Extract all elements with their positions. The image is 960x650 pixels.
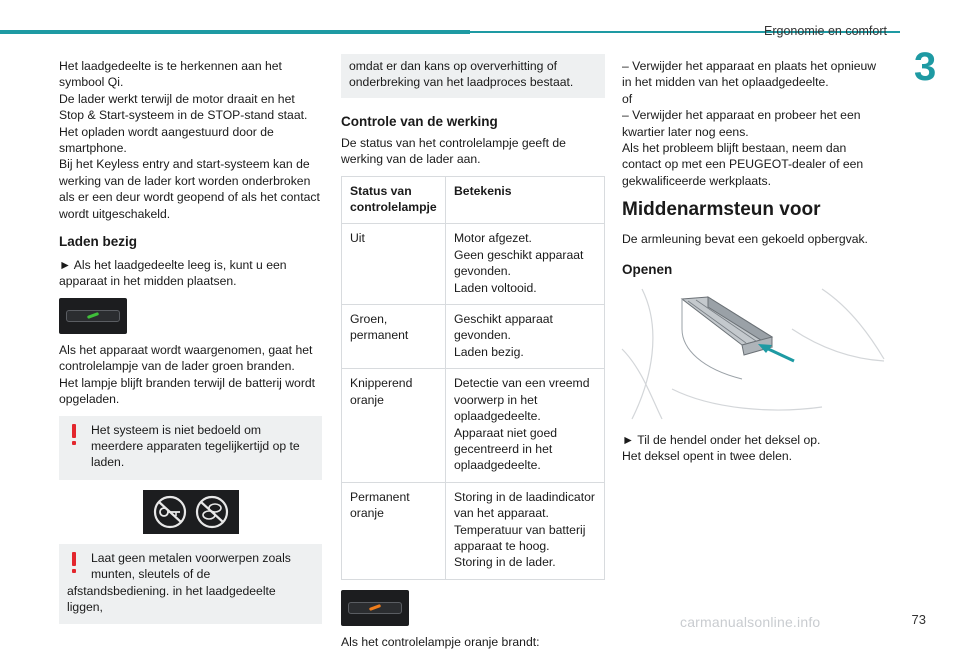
intro-line: Het laadgedeelte is te herkennen aan het symbool Qi.: [59, 59, 282, 90]
warning-text: munten, sleutels of de afstandsbediening. in het laadgedeelte liggen,: [67, 567, 276, 614]
heading-middenarmsteun: Middenarmsteun voor: [622, 199, 821, 221]
warning-text-first: Het systeem is niet bedoeld om: [91, 422, 262, 437]
intro-line: De lader werkt terwijl de motor draait en het Stop & Start-systeem in de STOP-stand staat.: [59, 91, 308, 123]
meaning-line: Motor afgezet.: [454, 231, 532, 246]
heading-laden-bezig: Laden bezig: [59, 234, 138, 250]
heading-controle: Controle van de werking: [341, 113, 498, 129]
status-cell: Permanent oranje: [342, 482, 446, 579]
chapter-number: 3: [914, 45, 937, 89]
warning-text: meerdere apparaten tegelijkertijd op te laden.: [91, 438, 300, 470]
column-2: [341, 54, 605, 650]
openen-step: ► Til de hendel onder het deksel op.: [622, 432, 821, 447]
step-place-device: ► Als het laadgedeelte leeg is, kunt u een apparaat in het midden plaatsen.: [59, 258, 287, 289]
no-coins-icon: [194, 494, 230, 530]
intro-line: Het opladen wordt aangestuurd door de smartphone.: [59, 124, 274, 156]
chapter-tab: [900, 44, 960, 90]
meaning-cell: [446, 224, 605, 305]
meaning-line: Storing in de laadindicator van het apparaat.: [454, 489, 595, 521]
step-line: Als het probleem blijft bestaan, neem dan contact op met een PEUGEOT-dealer of een gekwalificeerde werkplaats.: [622, 141, 864, 188]
no-metal-objects-image: [143, 490, 239, 534]
after-image-line: Als het apparaat wordt waargenomen, gaat het controlelampje van de lader groen branden.: [59, 342, 313, 374]
openen-result: Het deksel opent in twee delen.: [622, 449, 793, 464]
warning-exclamation-icon: [72, 552, 77, 574]
table-header-meaning: Betekenis: [446, 176, 605, 224]
table-header-status: Status van controlelampje: [342, 176, 446, 224]
meaning-cell: [446, 482, 605, 579]
meaning-cell: [446, 369, 605, 482]
meaning-line: Temperatuur van batterij apparaat te hoog.: [454, 522, 586, 553]
step-line: – Verwijder het apparaat en probeer het een kwartier later nog eens.: [622, 108, 861, 139]
orange-text: Als het controlelampje oranje brandt:: [341, 634, 540, 649]
table-header-row: [342, 176, 605, 224]
table-row: [342, 305, 605, 369]
header-accent-bar: [0, 30, 470, 34]
meaning-line: Storing in de lader.: [454, 555, 556, 570]
section-title: Ergonomie en comfort: [764, 24, 887, 38]
table-row: [342, 482, 605, 579]
status-cell: Uit: [342, 224, 446, 305]
table-row: [342, 369, 605, 482]
no-keys-icon: [152, 494, 188, 530]
watermark: carmanualsonline.info: [680, 614, 821, 630]
armsteun-text: De armleuning bevat een gekoeld opbergvak.: [622, 232, 868, 247]
page-number: 73: [911, 612, 926, 627]
meaning-line: Laden bezig.: [454, 344, 524, 359]
status-cell: Knipperend oranje: [342, 369, 446, 482]
warning-box-multiple-devices: [59, 416, 322, 480]
warning-text-first: Laat geen metalen voorwerpen zoals: [91, 550, 291, 565]
column-3: [622, 58, 884, 464]
charger-indicator-orange-image: [341, 590, 409, 626]
step-line: of: [622, 91, 633, 106]
meaning-line: Apparaat niet goed gecentreerd in het oplaadgedeelte.: [454, 425, 557, 473]
armrest-illustration: [622, 289, 884, 419]
table-row: [342, 224, 605, 305]
controle-text: De status van het controlelampje geeft de werking van de lader aan.: [341, 135, 566, 167]
meaning-line: Laden voltooid.: [454, 280, 537, 295]
meaning-line: Detectie van een vreemd voorwerp in het oplaadgedeelte.: [454, 376, 590, 424]
warning-continuation: omdat er dan kans op oververhitting of onderbreking van het laadproces bestaat.: [341, 54, 605, 98]
status-table: [341, 176, 605, 580]
warning-exclamation-icon: [72, 424, 77, 446]
intro-line: Bij het Keyless entry and start-systeem kan de werking van de lader kort worden onderbroken als er een deur wordt geopend of als het contact wordt uitgeschakeld.: [59, 157, 320, 221]
after-image-line: Het lampje blijft branden terwijl de batterij wordt opgeladen.: [59, 375, 316, 407]
column-1: [59, 58, 322, 632]
warning-box-metal-objects: [59, 544, 322, 625]
meaning-line: Geen geschikt apparaat gevonden.: [454, 247, 584, 279]
charger-indicator-green-image: [59, 298, 127, 334]
heading-openen: Openen: [622, 261, 673, 277]
status-cell: Groen, permanent: [342, 305, 446, 369]
meaning-line: Geschikt apparaat gevonden.: [454, 312, 553, 343]
step-line: – Verwijder het apparaat en plaats het opnieuw in het midden van het oplaadgedeelte.: [622, 59, 877, 90]
meaning-cell: [446, 305, 605, 369]
